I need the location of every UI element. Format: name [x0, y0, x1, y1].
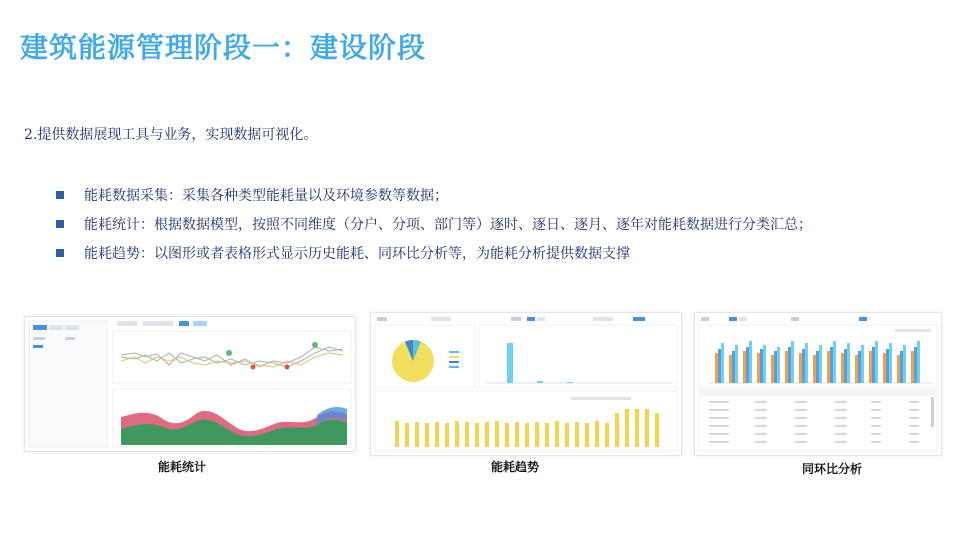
- square-bullet-icon: [56, 220, 64, 228]
- bullet-item: [56, 238, 812, 267]
- energy-trend-thumbnail: [371, 313, 681, 455]
- bullet-item: [56, 180, 812, 209]
- bullet-text: 能耗统计：根据数据模型，按照不同维度（分户、分项、部门等）逐时、逐日、逐月、逐年对能耗数据进行分类汇总；: [84, 216, 812, 233]
- energy-stats-thumbnail: [25, 317, 355, 451]
- bullet-text: 能耗趋势：以图形或者表格形式显示历史能耗、同环比分析等，为能耗分析提供数据支撑: [84, 245, 630, 262]
- yoy-analysis-thumbnail: [695, 313, 941, 455]
- yoy-analysis-screenshot: [694, 312, 942, 456]
- page-title: 建筑能源管理阶段一：建设阶段: [20, 31, 427, 64]
- section-subtitle: 2.提供数据展现工具与业务，实现数据可视化。: [24, 127, 318, 143]
- bullet-item: [56, 209, 812, 238]
- energy-stats-screenshot: [24, 316, 356, 452]
- square-bullet-icon: [56, 249, 64, 257]
- caption-energy-trend: 能耗趋势: [491, 460, 540, 474]
- caption-energy-stats: 能耗统计: [158, 460, 207, 474]
- square-bullet-icon: [56, 191, 64, 199]
- energy-trend-screenshot: [370, 312, 682, 456]
- bullet-text: 能耗数据采集：采集各种类型能耗量以及环境参数等数据；: [84, 187, 448, 204]
- bullet-list: [56, 180, 812, 267]
- caption-yoy-analysis: 同环比分析: [802, 462, 863, 476]
